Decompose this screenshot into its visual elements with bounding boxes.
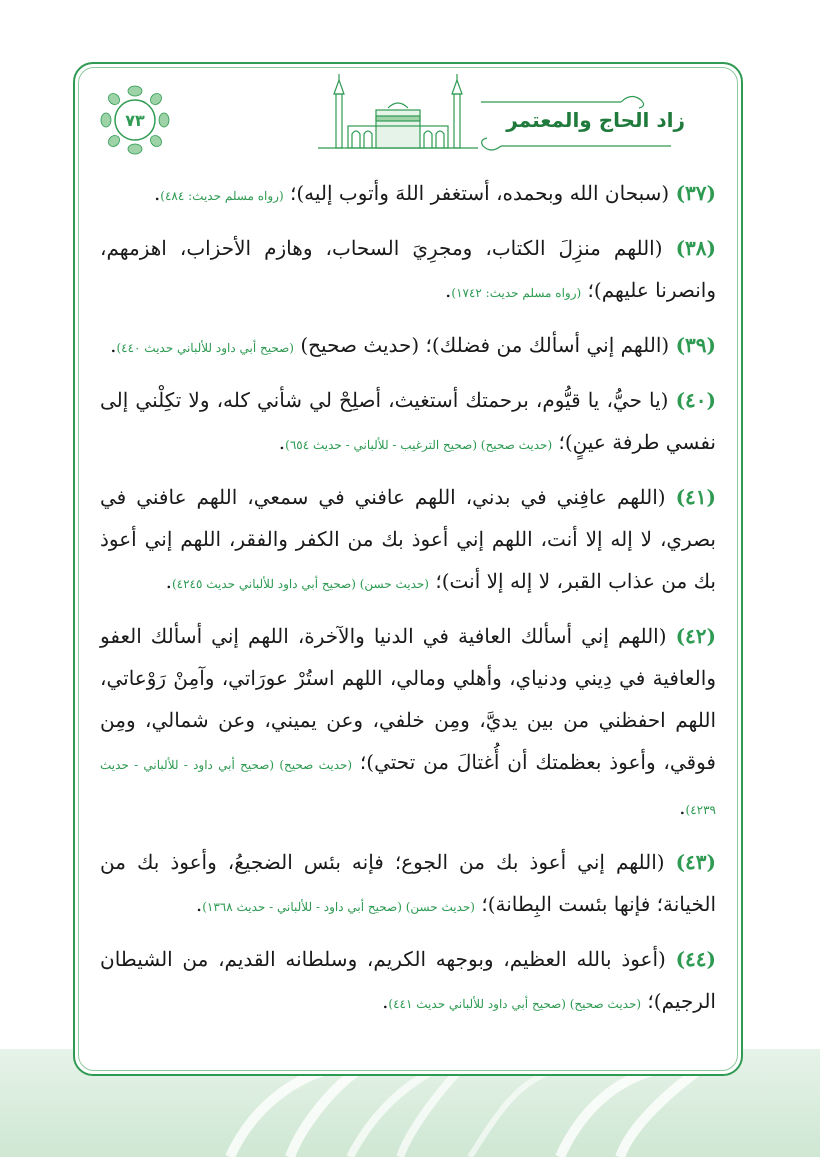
- entry-number: (٣٩): [675, 333, 716, 357]
- dua-entry-40: [100, 379, 716, 466]
- entry-reference: (حديث صحيح) (صحيح الترغيب - للألباني - حديث ٦٥٤): [285, 438, 553, 452]
- page-number: ٧٣: [125, 110, 145, 130]
- entry-number: (٤٢): [675, 624, 716, 648]
- dua-entry-39: [100, 324, 716, 369]
- entry-number: (٣٧): [675, 181, 716, 205]
- kaaba-mosque-icon: [318, 72, 478, 150]
- entry-number: (٤١): [675, 485, 716, 509]
- dua-list: [100, 172, 716, 1025]
- entry-text: (اللهم إني أسألك العافية في الدنيا والآخرة، اللهم إني أسألك العفو والعافية في دِيني ودنياي، وأهلي ومالي، اللهم استُرْ عورَاتي، وآمِنْ رَوْعاتي، اللهم احفظني من بين يديَّ، ومِن خلفي، وعن يميني، وعن شمالي، ومِن فوقي، وأعوذ بعظمتك أن أُغتالَ من تحتي)؛: [100, 624, 716, 774]
- entry-tail: .: [445, 278, 452, 302]
- dua-entry-37: [100, 172, 716, 217]
- entry-text: (اللهم إني أسألك من فضلك)؛ (حديث صحيح): [293, 333, 676, 357]
- dua-entry-43: [100, 841, 716, 928]
- entry-tail: .: [195, 892, 203, 916]
- entry-tail: .: [278, 430, 286, 454]
- entry-reference: (حديث صحيح) (صحيح أبي داود للألباني حديث ٤٤١): [388, 997, 642, 1011]
- dua-entry-44: [100, 938, 716, 1025]
- entry-tail: .: [679, 795, 686, 819]
- entry-tail: .: [110, 333, 117, 357]
- entry-reference: (حديث صحيح) (صحيح أبي داود - للألباني - حديث ٤٢٣٩): [100, 758, 716, 817]
- dua-entry-41: [100, 476, 716, 605]
- page-number-badge: [99, 84, 171, 156]
- entry-number: (٤٣): [675, 850, 716, 874]
- entry-tail: .: [153, 181, 161, 205]
- entry-text: (يا حيُّ، يا قيُّوم، برحمتك أستغيث، أصلِحْ لي شأني كله، ولا تكِلْني إلى نفسي طرفة عينٍ)؛: [100, 388, 716, 454]
- page-header: [73, 62, 743, 182]
- entry-text: (اللهم إني أعوذ بك من الجوع؛ فإنه بئس الضجيعُ، وأعوذ بك من الخيانة؛ فإنها بئست البِطانة)؛: [100, 850, 716, 916]
- entry-reference: (صحيح أبي داود للألباني حديث ٤٤٠): [116, 341, 294, 355]
- entry-text: (سبحان الله وبحمده، أستغفر اللهَ وأتوب إليه)؛: [283, 181, 676, 205]
- entry-text: (أعوذ بالله العظيم، وبوجهه الكريم، وسلطانه القديم، من الشيطان الرجيم)؛: [100, 947, 716, 1013]
- dua-entry-42: [100, 615, 716, 831]
- book-title: زاد الحاج والمعتمر: [506, 108, 685, 132]
- entry-reference: (رواه مسلم حديث: ١٧٤٢): [451, 286, 582, 300]
- entry-reference: (رواه مسلم حديث: ٤٨٤): [160, 189, 284, 203]
- entry-tail: .: [382, 989, 389, 1013]
- dua-entry-38: [100, 227, 716, 314]
- entry-reference: (حديث حسن) (صحيح أبي داود للألباني حديث ٤٢٤٥): [171, 577, 429, 591]
- entry-number: (٣٨): [675, 236, 716, 260]
- entry-number: (٤٤): [675, 947, 716, 971]
- entry-reference: (حديث حسن) (صحيح أبي داود - للألباني - حديث ١٣٦٨): [202, 900, 475, 914]
- entry-text: (اللهم عافِني في بدني، اللهم عافني في سمعي، اللهم عافني في بصري، لا إله إلا أنت، اللهم إني أعوذ بك من الكفر والفقر، اللهم إني أعوذ بك من عذاب القبر، لا إله إلا أنت)؛: [100, 485, 716, 593]
- entry-text: (اللهم منزِلَ الكتاب، ومجرِيَ السحاب، وهازم الأحزاب، اهزمهم، وانصرنا عليهم)؛: [100, 236, 716, 302]
- entry-tail: .: [165, 569, 172, 593]
- entry-number: (٤٠): [675, 388, 716, 412]
